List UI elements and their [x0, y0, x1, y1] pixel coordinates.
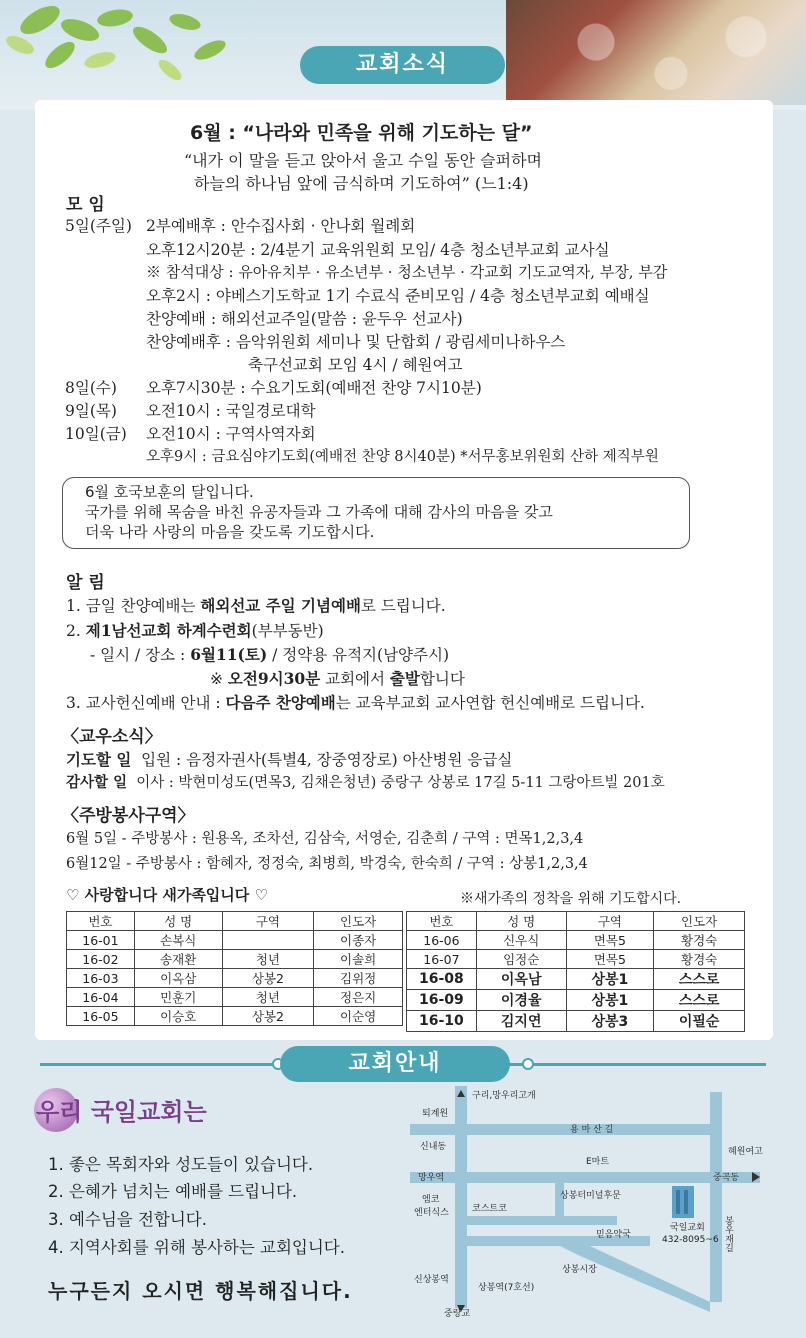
cell: 상봉2: [222, 969, 314, 988]
announcement-2-schedule: - 일시 / 장소 : 6월11(토) / 정약용 유적지(남양주시): [90, 645, 450, 664]
cell: 상봉3: [566, 1011, 654, 1032]
road-terminal: [555, 1183, 564, 1223]
meeting-heading: 모 임: [66, 195, 105, 215]
column-header: 인도자: [314, 912, 403, 931]
new-family-note: ※새가족의 정착을 위해 기도합시다.: [460, 891, 682, 907]
road-diagonal: [560, 1246, 710, 1312]
cell: 16-09: [407, 990, 477, 1011]
kitchen-heading: 〈주방봉사구역〉: [62, 806, 195, 826]
map-label: 신상봉역: [414, 1275, 449, 1285]
map-label: 중곡동: [713, 1173, 740, 1183]
table-header-row: [67, 912, 403, 931]
announcement-1: 1. 금일 찬양예배는 해외선교 주일 기념예배로 드립니다.: [66, 596, 446, 615]
road-yongmasan: [410, 1124, 722, 1135]
meeting-text: 2부예배후 : 안수집사회 · 안나회 월례회: [146, 217, 416, 235]
cell: 상봉2: [222, 1007, 314, 1026]
church-feature: 3. 예수님을 전합니다.: [48, 1210, 207, 1229]
cell: 송재환: [134, 950, 222, 969]
table-row: [67, 969, 403, 988]
map-label: 신내동: [420, 1142, 447, 1152]
meeting-text: ※ 참석대상 : 유아유치부 · 유소년부 · 청소년부 · 각교회 기도교역자, 부장, 부감: [146, 263, 668, 281]
divider-dot: [522, 1058, 534, 1070]
cell: 16-05: [67, 1007, 135, 1026]
column-header: 구역: [566, 912, 654, 931]
cell: 스스로: [654, 969, 745, 990]
map-label: 코스트코: [472, 1204, 507, 1214]
new-family-table-right: [406, 911, 745, 1032]
table-row: [407, 969, 745, 990]
cell: 청년: [222, 950, 314, 969]
cell: 김위정: [314, 969, 403, 988]
cell: 16-01: [67, 931, 135, 950]
choir-photo: [506, 0, 806, 105]
cell: 16-06: [407, 931, 477, 950]
cell: 손복식: [134, 931, 222, 950]
table-row: [67, 988, 403, 1007]
table-row: [407, 931, 745, 950]
cell: 신우식: [476, 931, 566, 950]
meeting-date: 10일(금): [65, 425, 127, 443]
quote-line-2: 하늘의 하나님 앞에 금식하며 기도하여” (느1:4): [194, 174, 529, 193]
kitchen-line: 6월12일 - 주방봉사 : 함혜자, 정정숙, 최병희, 박경숙, 한숙희 / 구역 : 상봉1,2,3,4: [66, 856, 588, 872]
cell: 16-08: [407, 969, 477, 990]
map-label: 상봉역(7호선): [478, 1283, 535, 1293]
map-label: 중랑교: [444, 1309, 471, 1318]
map-label: 상봉시장: [562, 1265, 597, 1275]
column-header: 인도자: [654, 912, 745, 931]
cell: 스스로: [654, 990, 745, 1011]
map-label: 엔터식스: [414, 1208, 449, 1218]
new-family-table-left: [66, 911, 403, 1026]
announcement-3: 3. 교사헌신예배 안내 : 다음주 찬양예배는 교육부교회 교사연합 헌신예배로 드립니다.: [66, 693, 645, 712]
table-header-row: [407, 912, 745, 931]
road-costco: [467, 1216, 617, 1225]
road-vertical-right: [710, 1092, 722, 1302]
road-main: [410, 1172, 760, 1183]
table-row: [67, 1007, 403, 1026]
map-label: 혜원여고: [728, 1147, 763, 1157]
announcement-2: 2. 제1남선교회 하계수련회(부부동반): [66, 621, 324, 640]
cell: 임정순: [476, 950, 566, 969]
column-header: 번호: [67, 912, 135, 931]
pray-item: 기도할 일 입원 : 음정자권사(특별4, 장중영장로) 아산병원 응급실: [66, 750, 513, 769]
meeting-text: 오전10시 : 구역사역자회: [146, 425, 316, 443]
church-building-icon: [672, 1186, 694, 1218]
cell: 청년: [222, 988, 314, 1007]
table-row: [407, 1011, 745, 1032]
cell: 면목5: [566, 950, 654, 969]
table-row: [407, 950, 745, 969]
map-label: 망우역: [418, 1173, 445, 1183]
map-label: 구리,망우리고개: [472, 1091, 536, 1101]
guide-section-title: 교회안내: [280, 1046, 510, 1082]
month-title: 6월 : “나라와 민족을 위해 기도하는 달”: [190, 122, 533, 144]
table-row: [67, 931, 403, 950]
map-label: E마트: [586, 1157, 610, 1167]
cell: 이필순: [654, 1011, 745, 1032]
cell: 16-07: [407, 950, 477, 969]
news-section-title: 교회소식: [300, 46, 505, 84]
cell: 16-04: [67, 988, 135, 1007]
table-row: [407, 990, 745, 1011]
column-header: 번호: [407, 912, 477, 931]
cell: 상봉1: [566, 969, 654, 990]
cell: 16-10: [407, 1011, 477, 1032]
cell: 16-03: [67, 969, 135, 988]
meeting-date: 5일(주일): [65, 217, 132, 235]
members-heading: 〈교우소식〉: [62, 727, 162, 747]
notice-line: 국가를 위해 목숨을 바친 유공자들과 그 가족에 대해 감사의 마음을 갖고: [85, 503, 553, 521]
notice-line: 6월 호국보훈의 달입니다.: [85, 483, 254, 501]
cell: 김지연: [476, 1011, 566, 1032]
quote-line-1: “내가 이 말을 듣고 앉아서 울고 수일 동안 슬퍼하며: [184, 151, 542, 170]
cell: 이솔희: [314, 950, 403, 969]
new-family-heading: ♡ 사랑합니다 새가족입니다 ♡: [66, 886, 268, 904]
column-header: 성 명: [476, 912, 566, 931]
meeting-text: 찬양예배 : 해외선교주일(말씀 : 윤두우 선교사): [146, 310, 463, 328]
cell: 이순영: [314, 1007, 403, 1026]
closing-slogan: 누구든지 오시면 행복해집니다.: [48, 1279, 353, 1303]
church-feature: 4. 지역사회를 위해 봉사하는 교회입니다.: [48, 1238, 345, 1257]
column-header: 성 명: [134, 912, 222, 931]
map-label: 용 마 산 길: [570, 1125, 614, 1135]
kitchen-line: 6월 5일 - 주방봉사 : 원용옥, 조차선, 김삼숙, 서영순, 김춘희 / 구역 : 면목1,2,3,4: [66, 831, 584, 847]
cell: 이승호: [134, 1007, 222, 1026]
cell: 이경율: [476, 990, 566, 1011]
church-heading: 우리 국일교회는: [36, 1092, 207, 1127]
cell: 황경숙: [654, 931, 745, 950]
announcement-2-departure: ※ 오전9시30분 교회에서 출발합니다: [210, 669, 465, 688]
meeting-text: 찬양예배후 : 음악위원회 세미나 및 단합회 / 광림세미나하우스: [146, 333, 566, 351]
church-feature: 2. 은혜가 넘치는 예배를 드립니다.: [48, 1182, 298, 1201]
announcements-heading: 알 림: [66, 573, 105, 593]
cell: 이종자: [314, 931, 403, 950]
cell: 정은지: [314, 988, 403, 1007]
cell: 면목5: [566, 931, 654, 950]
map-label: 믿음약국: [596, 1230, 631, 1240]
cell: 이옥남: [476, 969, 566, 990]
memorial-notice-box: [62, 477, 690, 549]
cell: 16-02: [67, 950, 135, 969]
meeting-date: 8일(수): [65, 379, 117, 397]
cell: 상봉1: [566, 990, 654, 1011]
cell: 민훈기: [134, 988, 222, 1007]
meeting-text: 오후2시 : 야베스기도학교 1기 수료식 준비모임 / 4층 청소년부교회 예배실: [146, 287, 650, 305]
meeting-text: 축구선교회 모임 4시 / 혜원여고: [248, 356, 463, 374]
cell: 이옥삼: [134, 969, 222, 988]
church-feature: 1. 좋은 목회자와 성도들이 있습니다.: [48, 1155, 314, 1174]
meeting-text: 오후9시 : 금요심야기도회(예배전 찬양 8시40분) *서무홍보위원회 산하 제직부원: [146, 449, 659, 465]
leaves-decoration: [0, 0, 260, 95]
map-label: 432-8095~6: [662, 1235, 719, 1245]
road-vertical-left: [455, 1086, 467, 1308]
column-header: 구역: [222, 912, 314, 931]
meeting-date: 9일(목): [65, 402, 117, 420]
map-label: 국일교회: [670, 1223, 705, 1233]
map-label: 퇴계원: [422, 1109, 449, 1119]
thanks-item: 감사할 일 이사 : 박현미성도(면목3, 김채은청년) 중랑구 상봉로 17길 5-11 그랑아트빌 201호: [66, 774, 665, 791]
notice-line: 더욱 나라 사랑의 마음을 갖도록 기도합시다.: [85, 523, 375, 541]
meeting-text: 오전10시 : 국일경로대학: [146, 402, 316, 420]
meeting-text: 오후12시20분 : 2/4분기 교육위원회 모임/ 4층 청소년부교회 교사실: [146, 241, 610, 259]
map-label: 상봉터미널후문: [560, 1191, 621, 1201]
map-label: 봉우재길: [723, 1216, 733, 1252]
church-location-map: [410, 1086, 770, 1318]
meeting-text: 오후7시30분 : 수요기도회(예배전 찬양 7시10분): [146, 379, 482, 397]
table-row: [67, 950, 403, 969]
cell: 황경숙: [654, 950, 745, 969]
cell: [222, 931, 314, 950]
map-label: 엠코: [422, 1195, 440, 1205]
